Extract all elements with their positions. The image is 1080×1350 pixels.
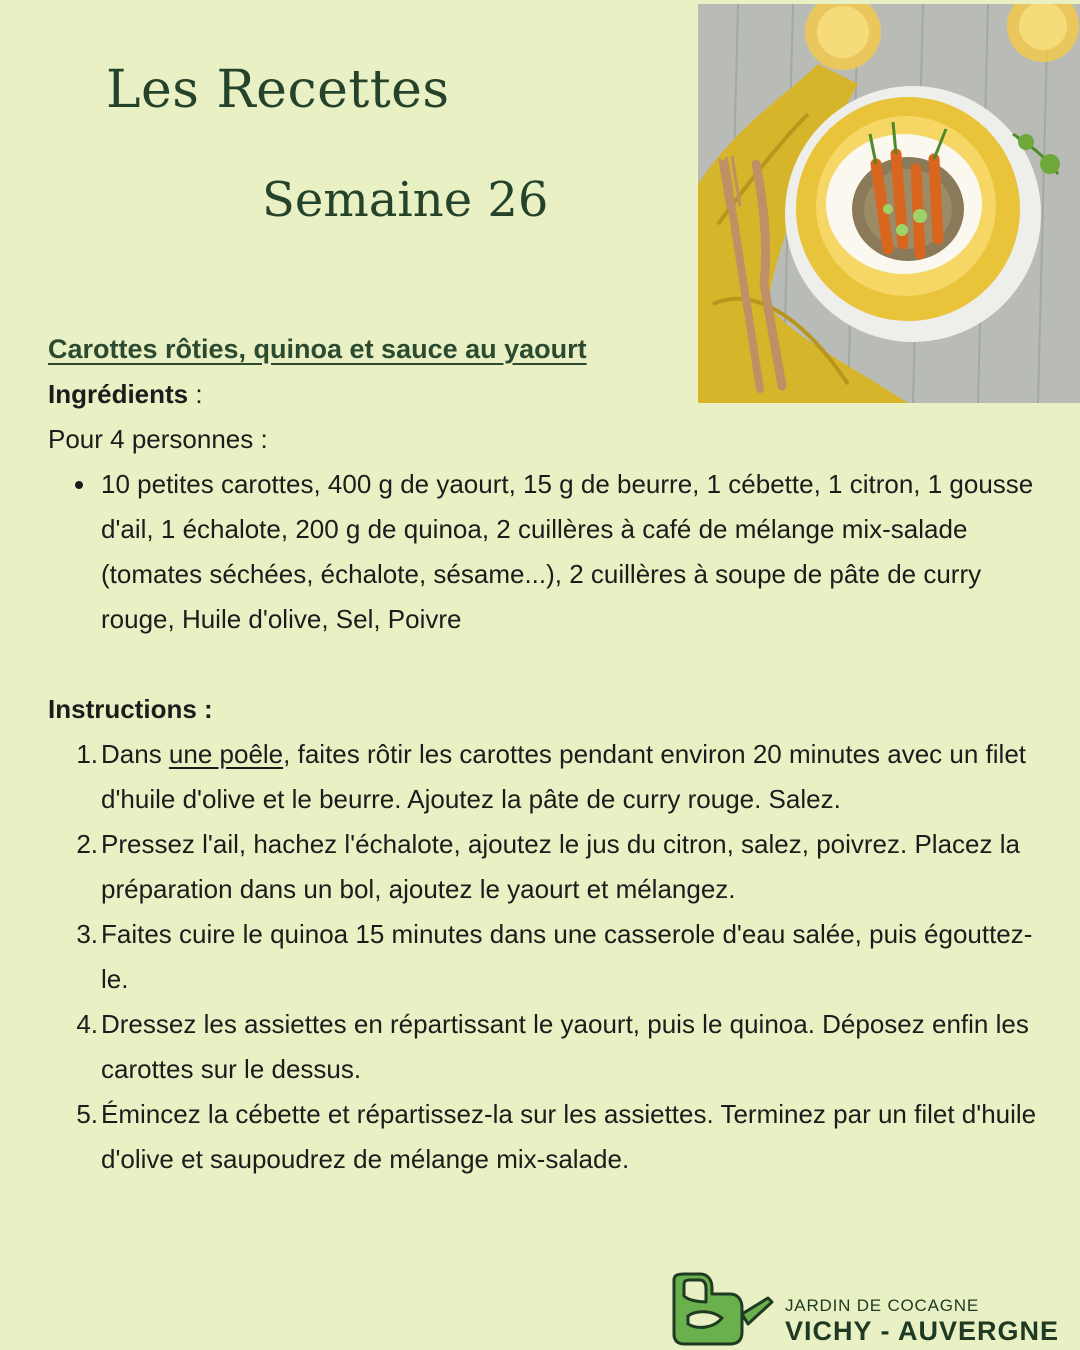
servings: Pour 4 personnes :	[48, 424, 268, 454]
step-number: 3.	[76, 919, 98, 949]
step-text: , faites rôtir les carottes pendant environ 20 minutes avec un filet d'huile d'olive et le beurre. Ajoutez la pâte de curry rouge. Salez.	[101, 739, 1026, 814]
brand-footer	[668, 1272, 1080, 1350]
brand-location: VICHY - AUVERGNE	[785, 1316, 1060, 1346]
step-text: Faites cuire le quinoa 15 minutes dans une casserole d'eau salée, puis égouttez-le.	[101, 919, 1033, 994]
instructions-heading: Instructions :	[48, 694, 213, 724]
recipe-title: Carottes rôties, quinoa et sauce au yaourt	[48, 334, 587, 364]
step-link[interactable]: une poêle	[168, 739, 284, 769]
ingredients-list	[48, 462, 1038, 642]
step-number: 4.	[76, 1009, 98, 1039]
list-item: 10 petites carottes, 400 g de yaourt, 15 g de beurre, 1 cébette, 1 citron, 1 gousse d'ail, 1 échalote, 200 g de quinoa, 2 cuillères à café de mélange mix-salade (tomates séchées, échalote, sésame...), 2 cuillères à soupe de pâte de curry rouge, Huile d'olive, Sel, Poivre	[101, 462, 1038, 642]
list-item	[48, 732, 1038, 822]
ingredients-colon: :	[188, 379, 203, 409]
ingredients-heading	[48, 372, 1038, 417]
page-title: Les Recettes	[106, 60, 450, 120]
list-item	[48, 912, 1038, 1002]
watering-can-logo-icon	[668, 1272, 776, 1348]
step-number: 1.	[76, 739, 98, 769]
step-text: Dans	[101, 739, 169, 769]
week-subtitle: Semaine 26	[262, 172, 549, 228]
brand-name: JARDIN DE COCAGNE	[785, 1296, 980, 1315]
list-item	[48, 1092, 1038, 1182]
list-item	[48, 822, 1038, 912]
ingredients-label: Ingrédients	[48, 379, 189, 409]
list-item	[48, 1002, 1038, 1092]
step-text: Pressez l'ail, hachez l'échalote, ajoutez le jus du citron, salez, poivrez. Placez la préparation dans un bol, ajoutez le yaourt et mélangez.	[101, 829, 1020, 904]
step-text: Dressez les assiettes en répartissant le yaourt, puis le quinoa. Déposez enfin les carottes sur le dessus.	[101, 1009, 1029, 1084]
recipe-content	[48, 327, 1038, 1182]
instructions-list	[48, 732, 1038, 1182]
step-number: 2.	[76, 829, 98, 859]
step-number: 5.	[76, 1099, 98, 1129]
step-text: Émincez la cébette et répartissez-la sur les assiettes. Terminez par un filet d'huile d'olive et saupoudrez de mélange mix-salade.	[101, 1099, 1037, 1174]
